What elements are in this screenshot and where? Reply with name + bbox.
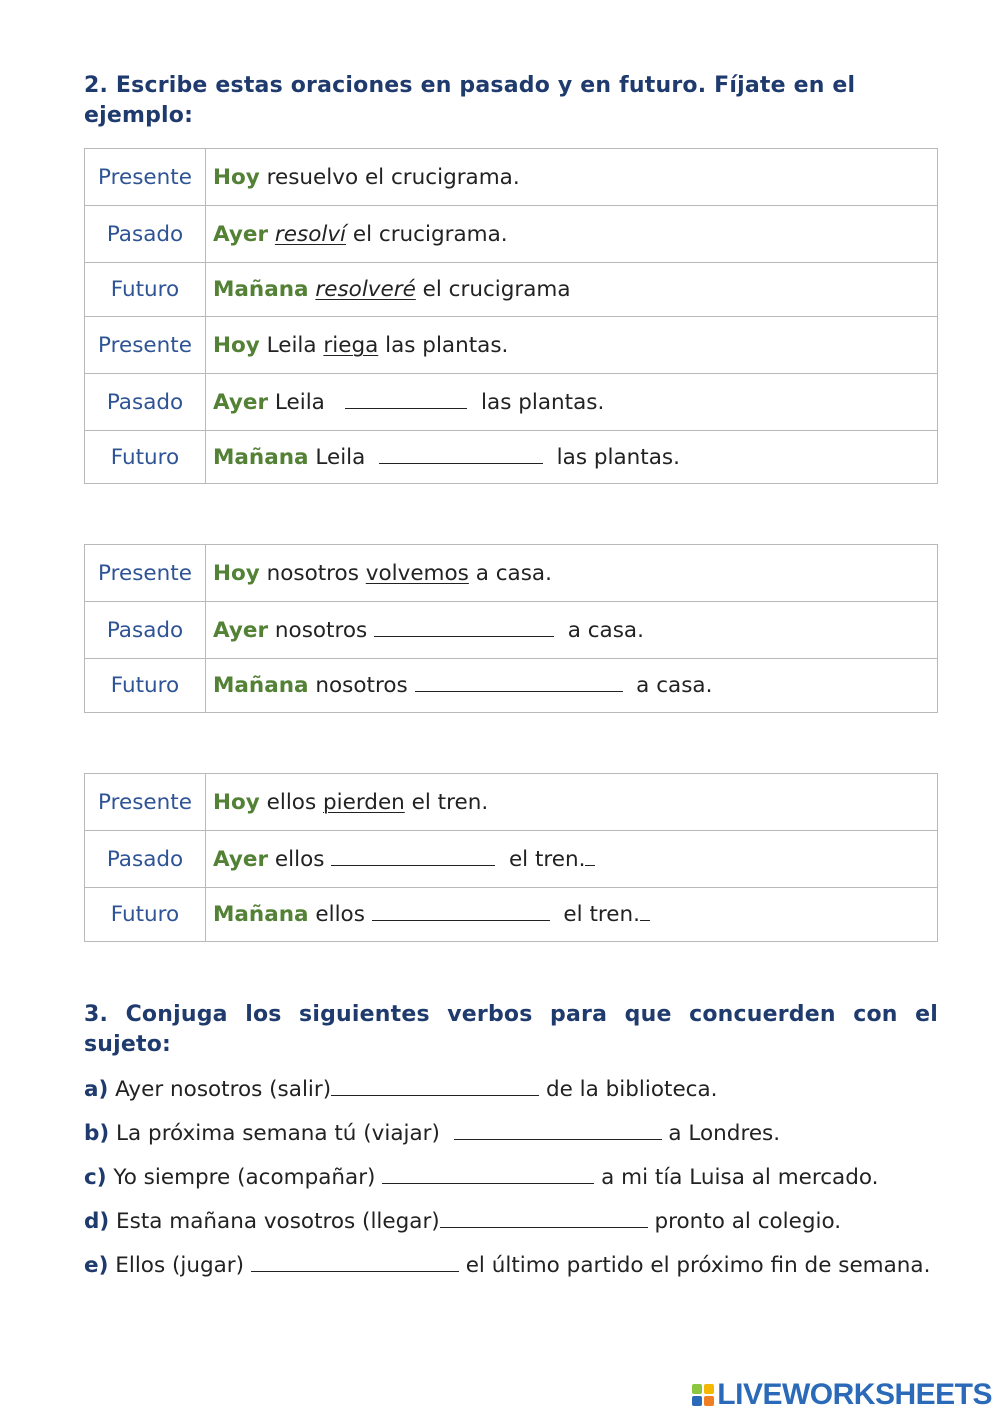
tense-label: Presente	[85, 545, 206, 602]
sentence-text: el tren.	[404, 789, 489, 815]
sentence-text: las plantas.	[543, 444, 680, 470]
sentence-text: Leila	[308, 444, 379, 470]
logo-square-orange	[704, 1396, 714, 1406]
tense-label: Futuro	[85, 888, 206, 942]
list-item	[84, 1074, 938, 1105]
answer-blank[interactable]	[331, 1094, 539, 1096]
present-verb: volvemos	[365, 560, 469, 586]
time-keyword: Mañana	[213, 277, 309, 302]
exercise-table-1	[84, 148, 938, 484]
item-letter: c)	[84, 1165, 107, 1190]
item-letter: d)	[84, 1209, 110, 1234]
sentence-text: el tren.	[549, 902, 640, 927]
sentence-text: a casa.	[622, 673, 713, 698]
tense-label: Pasado	[85, 831, 206, 888]
tense-label: Pasado	[85, 374, 206, 431]
logo-text: LIVEWORKSHEETS	[717, 1378, 992, 1411]
sentence-text	[268, 222, 275, 247]
sentence-text: nosotros	[268, 617, 375, 643]
item-text: Esta mañana vosotros (llegar)	[109, 1209, 440, 1234]
list-item	[84, 1118, 938, 1149]
answer-blank[interactable]	[372, 919, 550, 921]
exercise-3-items	[84, 1074, 938, 1294]
table-row	[85, 659, 938, 713]
item-text: Yo siempre (acompañar)	[106, 1165, 383, 1190]
table-row	[85, 545, 938, 602]
table-row	[85, 602, 938, 659]
item-text: el último partido el próximo fin de semana.	[465, 1253, 931, 1278]
item-text: a mi tía Luisa al mercado.	[601, 1165, 879, 1190]
time-keyword: Hoy	[213, 164, 260, 190]
exercise-3-title: 3. Conjuga los siguientes verbos para que concuerden con el sujeto:	[84, 1002, 938, 1057]
sentence-text: resuelvo el crucigrama.	[259, 164, 520, 190]
sentence	[206, 317, 938, 374]
answer-blank[interactable]	[379, 462, 543, 464]
time-keyword: Ayer	[213, 846, 269, 872]
sentence-text: las plantas.	[467, 389, 605, 415]
list-item	[84, 1206, 938, 1237]
item-text: Ellos (jugar)	[108, 1253, 251, 1278]
answer-blank[interactable]	[251, 1270, 459, 1272]
sentence	[206, 602, 938, 659]
tense-label: Pasado	[85, 602, 206, 659]
item-letter: a)	[84, 1077, 109, 1102]
sentence	[206, 545, 938, 602]
sentence	[206, 431, 938, 484]
sentence-text: Leila	[259, 332, 324, 358]
sentence	[206, 831, 938, 888]
item-text: a Londres.	[668, 1121, 781, 1146]
sentence	[206, 659, 938, 713]
exercise-2-title: 2. Escribe estas oraciones en pasado y en futuro. Fíjate en el ejemplo:	[84, 73, 856, 128]
table-row	[85, 263, 938, 317]
exercise-table-2	[84, 544, 938, 713]
sentence	[206, 149, 938, 206]
sentence	[206, 888, 938, 942]
sentence	[206, 206, 938, 263]
logo-mark-icon	[692, 1384, 714, 1406]
list-item	[84, 1162, 938, 1193]
example-verb: resolví	[274, 221, 347, 247]
liveworksheets-logo	[692, 1378, 992, 1412]
time-keyword: Ayer	[213, 617, 269, 643]
answer-blank[interactable]	[440, 1226, 648, 1228]
answer-blank[interactable]	[415, 690, 623, 692]
table-row	[85, 831, 938, 888]
table-row	[85, 431, 938, 484]
tense-label: Futuro	[85, 263, 206, 317]
tense-label: Presente	[85, 774, 206, 831]
time-keyword: Hoy	[213, 789, 260, 815]
sentence-text: el tren.	[495, 846, 586, 872]
sentence-text: ellos	[268, 846, 332, 872]
present-verb: riega	[323, 332, 379, 358]
table-row	[85, 774, 938, 831]
sentence-text: a casa.	[554, 617, 644, 643]
sentence-text: Leila	[268, 389, 346, 415]
time-keyword: Ayer	[213, 221, 269, 247]
tense-label: Futuro	[85, 659, 206, 713]
time-keyword: Hoy	[213, 560, 260, 586]
item-text: pronto al colegio.	[654, 1209, 842, 1234]
table-row	[85, 888, 938, 942]
logo-square-blue	[692, 1396, 702, 1406]
exercise-table-3	[84, 773, 938, 942]
answer-blank[interactable]	[345, 407, 467, 409]
item-letter: b)	[84, 1121, 110, 1146]
tense-label: Pasado	[85, 206, 206, 263]
sentence-text: nosotros	[259, 560, 366, 586]
logo-square-yellow	[704, 1384, 714, 1394]
sentence-text: las plantas.	[378, 332, 509, 358]
answer-blank[interactable]	[382, 1182, 594, 1184]
table-row	[85, 317, 938, 374]
time-keyword: Hoy	[213, 332, 260, 358]
sentence	[206, 263, 938, 317]
tense-label: Presente	[85, 149, 206, 206]
sentence-text: el crucigrama.	[346, 221, 508, 247]
sentence-text: nosotros	[308, 673, 415, 698]
tense-label: Futuro	[85, 431, 206, 484]
item-text: La próxima semana tú (viajar)	[109, 1121, 454, 1146]
time-keyword: Ayer	[213, 389, 269, 415]
trailing-underscore	[640, 919, 650, 921]
table-row	[85, 206, 938, 263]
present-verb: pierden	[322, 789, 405, 815]
sentence	[206, 374, 938, 431]
item-text: de la biblioteca.	[545, 1077, 718, 1102]
item-letter: e)	[84, 1253, 109, 1278]
trailing-underscore	[585, 864, 595, 866]
tense-label: Presente	[85, 317, 206, 374]
time-keyword: Mañana	[213, 902, 309, 927]
sentence-text: a casa.	[468, 560, 552, 586]
answer-blank[interactable]	[331, 864, 495, 866]
answer-blank[interactable]	[374, 635, 554, 637]
list-item	[84, 1250, 938, 1281]
example-verb: resolveré	[315, 277, 416, 302]
time-keyword: Mañana	[213, 444, 309, 470]
sentence-text: el crucigrama	[415, 277, 571, 302]
logo-square-green	[692, 1384, 702, 1394]
sentence	[206, 774, 938, 831]
time-keyword: Mañana	[213, 673, 309, 698]
table-row	[85, 374, 938, 431]
sentence-text: ellos	[308, 902, 372, 927]
sentence-text: ellos	[259, 789, 323, 815]
table-row	[85, 149, 938, 206]
answer-blank[interactable]	[454, 1138, 662, 1140]
item-text: Ayer nosotros (salir)	[108, 1077, 332, 1102]
